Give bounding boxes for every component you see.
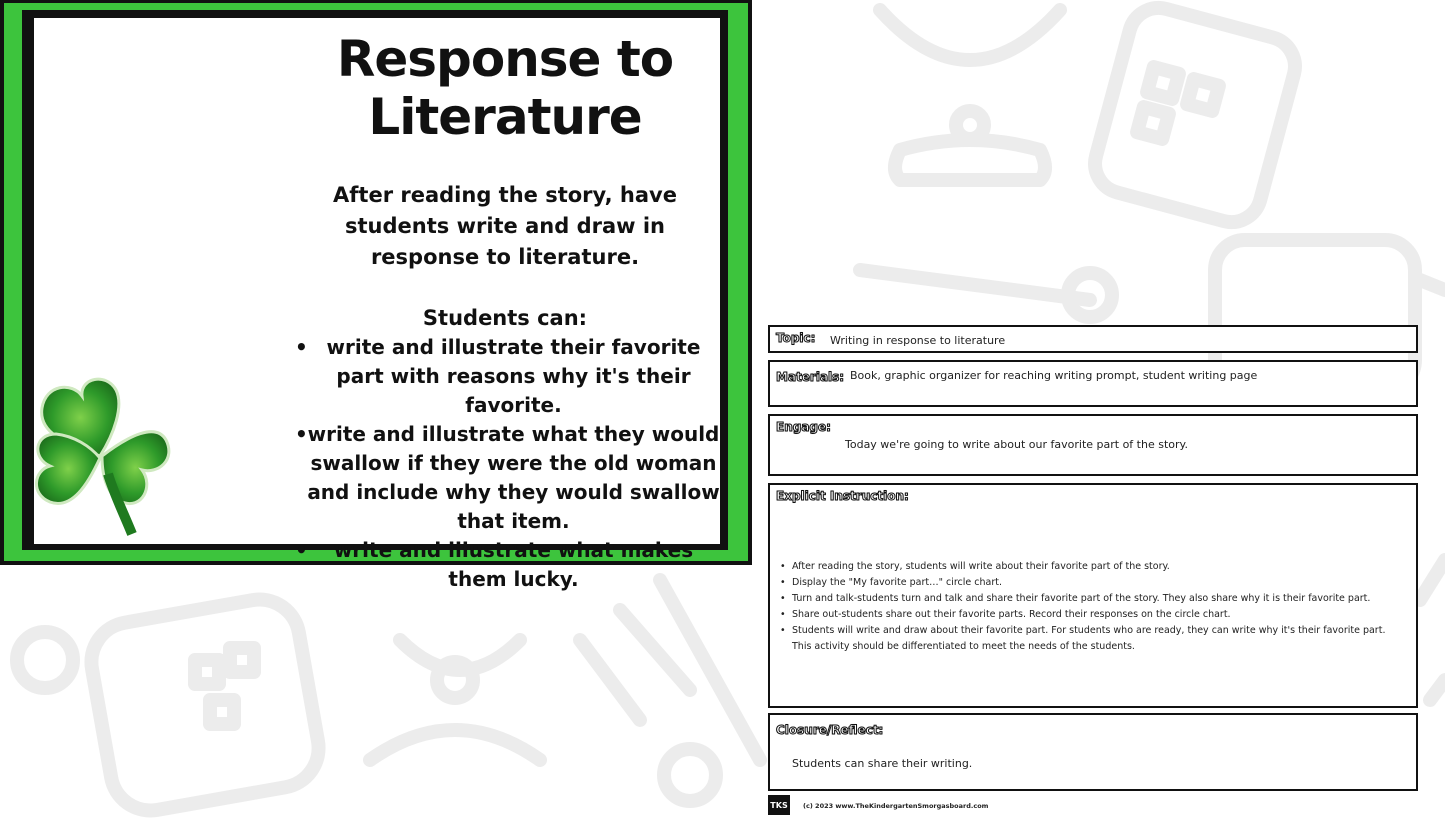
engage-value: Today we're going to write about our favorite part of the story. (845, 438, 1188, 451)
card-title (280, 30, 730, 146)
list-item: • Students will write and draw about their favorite part. For students who are ready, they can write why it's their favorite part. This activity should be differentiated to meet the needs of the students. (780, 623, 1400, 655)
engage-label: Engage: (776, 420, 831, 434)
instruction-label: Explicit Instruction: (776, 489, 909, 503)
list-item: • Turn and talk-students turn and talk and share their favorite part of the story. They also share why it is their favorite part. (780, 591, 1400, 607)
materials-section (768, 360, 1418, 407)
card-title-line2: Literature (368, 88, 642, 146)
copyright-text: (c) 2023 www.TheKindergartenSmorgasboard.com (803, 802, 989, 810)
closure-label: Closure/Reflect: (776, 723, 884, 737)
list-item: • write and illustrate their favorite part with reasons why it's their favorite. (295, 335, 701, 417)
topic-label: Topic: (776, 331, 816, 345)
materials-value: Book, graphic organizer for reaching writing prompt, student writing page (850, 369, 1258, 382)
list-item: • write and illustrate what makes them lucky. (295, 538, 694, 591)
card-intro: After reading the story, have students write and draw in response to literature. (333, 183, 677, 269)
four-leaf-clover-icon (28, 374, 176, 544)
activity-card (0, 0, 752, 591)
closure-value: Students can share their writing. (792, 757, 973, 770)
list-item: • After reading the story, students will write about their favorite part of the story. (780, 559, 1400, 575)
list-item: • Display the "My favorite part…" circle chart. (780, 575, 1400, 591)
tks-logo: TKS (768, 795, 790, 815)
list-item-text: write and illustrate what makes them lucky. (333, 538, 694, 591)
list-item-text: write and illustrate their favorite part with reasons why it's their favorite. (326, 335, 701, 417)
explicit-instruction-section (768, 483, 1418, 708)
activity-list (295, 333, 720, 594)
engage-section (768, 414, 1418, 476)
list-item: • write and illustrate what they would swallow if they were the old woman and include why they would swallow that item. (295, 422, 720, 533)
instruction-list (780, 559, 1400, 655)
topic-value: Writing in response to literature (830, 334, 1006, 347)
list-item-text: write and illustrate what they would swallow if they were the old woman and include why they would swallow that item. (307, 422, 720, 533)
topic-section (768, 325, 1418, 353)
list-item: • Share out-students share out their favorite parts. Record their responses on the circle chart. (780, 607, 1400, 623)
materials-label: Materials: (776, 370, 845, 384)
closure-section (768, 713, 1418, 791)
students-heading: Students can: (422, 306, 588, 330)
card-title-line1: Response to (336, 30, 674, 88)
